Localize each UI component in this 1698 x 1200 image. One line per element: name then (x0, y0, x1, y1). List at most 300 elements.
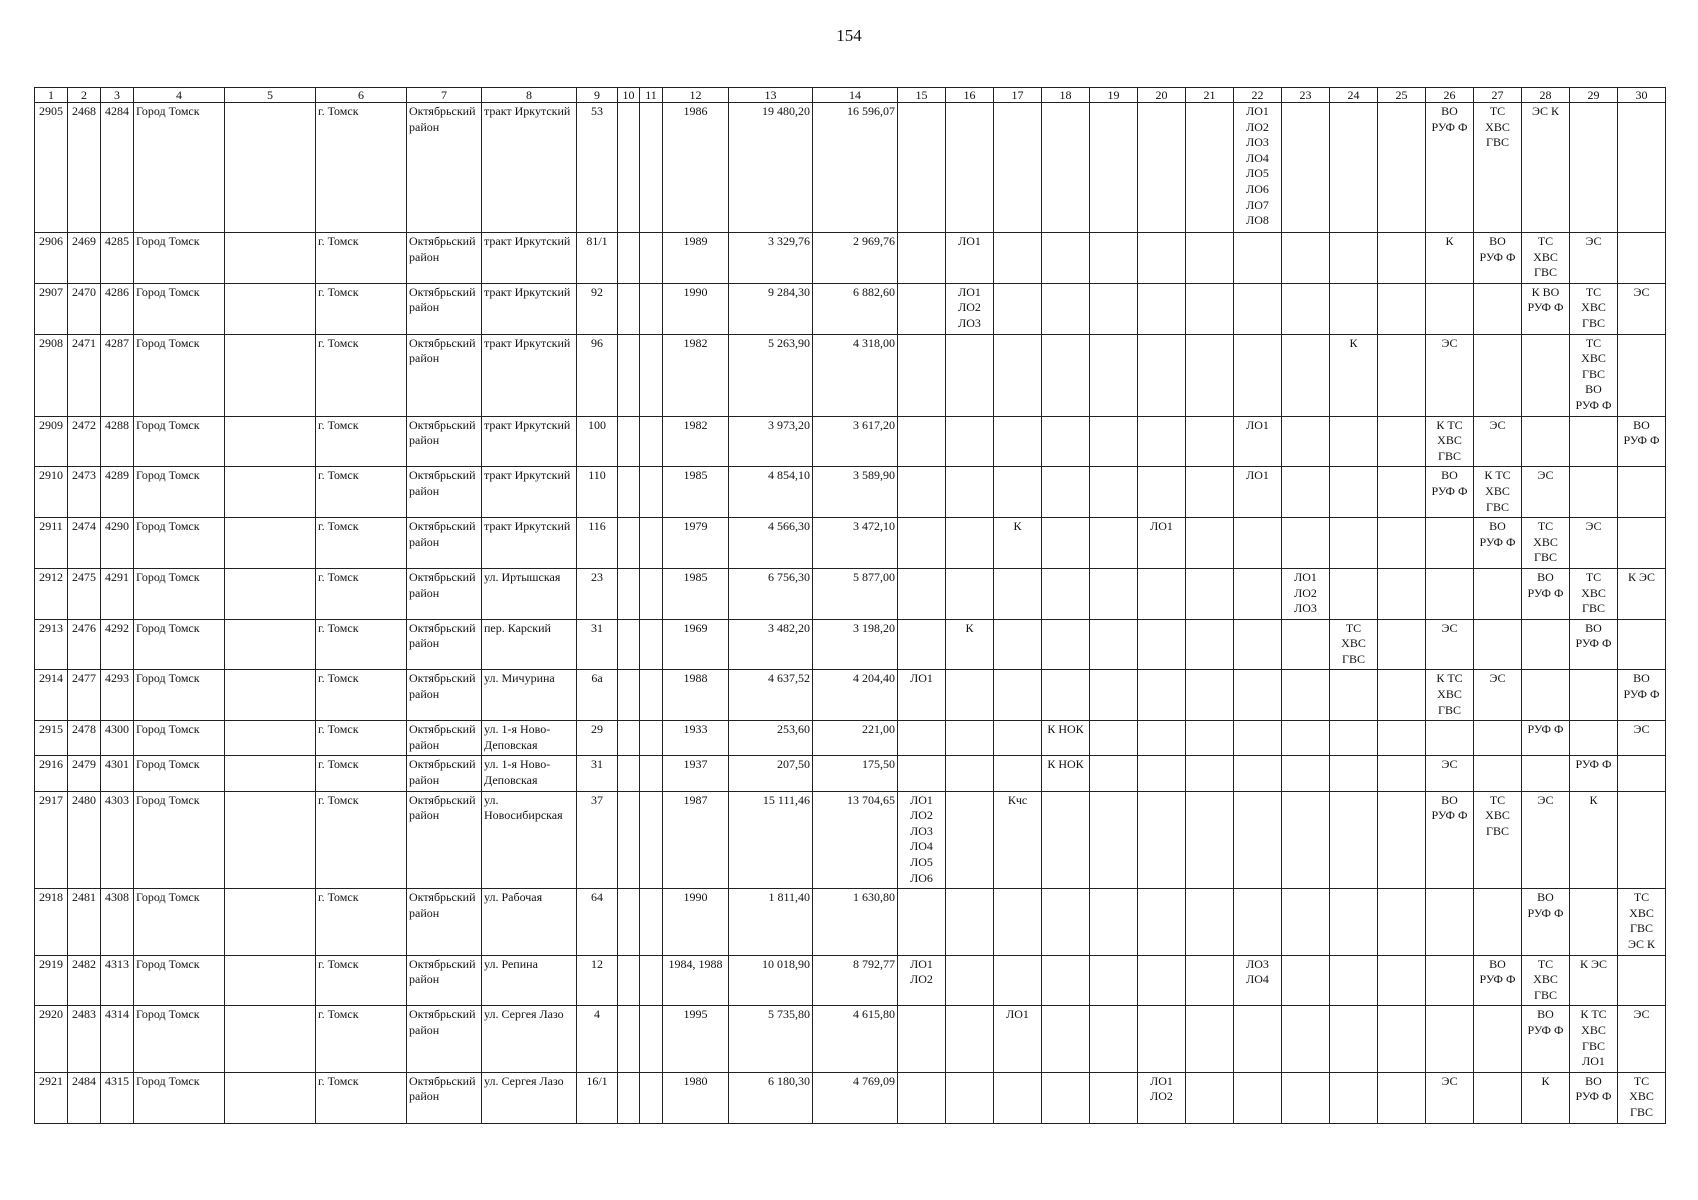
cell-col-21 (1186, 1072, 1234, 1123)
column-header-15: 15 (898, 88, 946, 103)
column-header-18: 18 (1042, 88, 1090, 103)
cell-col-19 (1090, 889, 1138, 955)
cell-col-3: 4291 (101, 568, 134, 619)
cell-col-10 (618, 1072, 640, 1123)
page-number: 154 (836, 26, 862, 45)
cell-col-1: 2905 (35, 103, 68, 233)
cell-col-12: 1969 (663, 619, 729, 670)
cell-col-5 (225, 670, 316, 721)
cell-col-15 (898, 619, 946, 670)
cell-col-26: ЭС (1426, 1072, 1474, 1123)
cell-col-26: К ТС ХВС ГВС (1426, 416, 1474, 467)
cell-col-8: ул. Иртышская (482, 568, 577, 619)
cell-col-5 (225, 103, 316, 233)
cell-col-7: Октябрьский район (407, 791, 482, 889)
cell-col-30 (1618, 955, 1666, 1006)
cell-col-22 (1234, 756, 1282, 791)
column-header-4: 4 (134, 88, 225, 103)
cell-col-23 (1282, 518, 1330, 569)
cell-col-20 (1138, 1006, 1186, 1072)
cell-col-12: 1986 (663, 103, 729, 233)
cell-col-9: 100 (577, 416, 618, 467)
cell-col-18 (1042, 568, 1090, 619)
header-row (35, 88, 1666, 103)
cell-col-7: Октябрьский район (407, 756, 482, 791)
cell-col-15 (898, 233, 946, 284)
cell-col-13: 3 973,20 (729, 416, 813, 467)
column-header-8: 8 (482, 88, 577, 103)
cell-col-13: 4 566,30 (729, 518, 813, 569)
cell-col-26 (1426, 518, 1474, 569)
cell-col-18 (1042, 103, 1090, 233)
cell-col-4: Город Томск (134, 1072, 225, 1123)
column-header-21: 21 (1186, 88, 1234, 103)
cell-col-4: Город Томск (134, 103, 225, 233)
cell-col-17 (994, 103, 1042, 233)
cell-col-25 (1378, 791, 1426, 889)
cell-col-10 (618, 889, 640, 955)
cell-col-29: ВО РУФ Ф (1570, 619, 1618, 670)
cell-col-12: 1985 (663, 568, 729, 619)
cell-col-27 (1474, 889, 1522, 955)
cell-col-15 (898, 416, 946, 467)
cell-col-26: К (1426, 233, 1474, 284)
cell-col-6: г. Томск (316, 1072, 407, 1123)
cell-col-19 (1090, 1006, 1138, 1072)
cell-col-5 (225, 955, 316, 1006)
cell-col-27 (1474, 283, 1522, 334)
cell-col-5 (225, 1072, 316, 1123)
cell-col-17 (994, 1072, 1042, 1123)
cell-col-25 (1378, 233, 1426, 284)
cell-col-24 (1330, 518, 1378, 569)
cell-col-16: ЛО1 ЛО2 ЛО3 (946, 283, 994, 334)
register-table (34, 87, 1666, 1124)
cell-col-25 (1378, 334, 1426, 416)
cell-col-15 (898, 1072, 946, 1123)
cell-col-2: 2469 (68, 233, 101, 284)
cell-col-16 (946, 756, 994, 791)
cell-col-14: 4 615,80 (813, 1006, 898, 1072)
column-header-20: 20 (1138, 88, 1186, 103)
table-row (35, 416, 1666, 467)
cell-col-14: 3 198,20 (813, 619, 898, 670)
cell-col-20 (1138, 955, 1186, 1006)
cell-col-17 (994, 283, 1042, 334)
cell-col-25 (1378, 756, 1426, 791)
cell-col-11 (640, 1072, 663, 1123)
cell-col-21 (1186, 568, 1234, 619)
column-header-28: 28 (1522, 88, 1570, 103)
cell-col-3: 4303 (101, 791, 134, 889)
cell-col-28: ТС ХВС ГВС (1522, 233, 1570, 284)
cell-col-20 (1138, 670, 1186, 721)
cell-col-8: ул. Репина (482, 955, 577, 1006)
cell-col-9: 23 (577, 568, 618, 619)
cell-col-22 (1234, 619, 1282, 670)
cell-col-9: 96 (577, 334, 618, 416)
cell-col-2: 2478 (68, 721, 101, 756)
cell-col-1: 2915 (35, 721, 68, 756)
cell-col-6: г. Томск (316, 283, 407, 334)
cell-col-26: К ТС ХВС ГВС (1426, 670, 1474, 721)
cell-col-4: Город Томск (134, 889, 225, 955)
cell-col-22 (1234, 568, 1282, 619)
cell-col-8: тракт Иркутский (482, 467, 577, 518)
cell-col-13: 5 735,80 (729, 1006, 813, 1072)
cell-col-6: г. Томск (316, 334, 407, 416)
column-header-14: 14 (813, 88, 898, 103)
cell-col-5 (225, 756, 316, 791)
cell-col-19 (1090, 103, 1138, 233)
cell-col-8: пер. Карский (482, 619, 577, 670)
cell-col-25 (1378, 283, 1426, 334)
cell-col-9: 110 (577, 467, 618, 518)
cell-col-23 (1282, 756, 1330, 791)
cell-col-2: 2476 (68, 619, 101, 670)
cell-col-13: 6 756,30 (729, 568, 813, 619)
cell-col-1: 2916 (35, 756, 68, 791)
table-row (35, 791, 1666, 889)
cell-col-6: г. Томск (316, 670, 407, 721)
cell-col-16 (946, 670, 994, 721)
cell-col-8: тракт Иркутский (482, 416, 577, 467)
cell-col-14: 16 596,07 (813, 103, 898, 233)
cell-col-12: 1990 (663, 283, 729, 334)
cell-col-26 (1426, 721, 1474, 756)
cell-col-24 (1330, 103, 1378, 233)
table-row (35, 518, 1666, 569)
cell-col-16 (946, 1006, 994, 1072)
cell-col-15 (898, 889, 946, 955)
cell-col-26 (1426, 283, 1474, 334)
cell-col-7: Октябрьский район (407, 619, 482, 670)
cell-col-15: ЛО1 (898, 670, 946, 721)
cell-col-24 (1330, 791, 1378, 889)
cell-col-16 (946, 889, 994, 955)
cell-col-12: 1987 (663, 791, 729, 889)
cell-col-7: Октябрьский район (407, 889, 482, 955)
column-header-30: 30 (1618, 88, 1666, 103)
cell-col-11 (640, 103, 663, 233)
cell-col-2: 2484 (68, 1072, 101, 1123)
cell-col-25 (1378, 467, 1426, 518)
cell-col-2: 2480 (68, 791, 101, 889)
cell-col-18 (1042, 791, 1090, 889)
cell-col-9: 64 (577, 889, 618, 955)
cell-col-27 (1474, 1006, 1522, 1072)
cell-col-9: 29 (577, 721, 618, 756)
cell-col-1: 2914 (35, 670, 68, 721)
cell-col-9: 31 (577, 619, 618, 670)
cell-col-12: 1933 (663, 721, 729, 756)
cell-col-3: 4285 (101, 233, 134, 284)
cell-col-15: ЛО1 ЛО2 (898, 955, 946, 1006)
cell-col-6: г. Томск (316, 756, 407, 791)
cell-col-12: 1984, 1988 (663, 955, 729, 1006)
cell-col-23 (1282, 233, 1330, 284)
cell-col-12: 1989 (663, 233, 729, 284)
cell-col-26 (1426, 568, 1474, 619)
cell-col-3: 4284 (101, 103, 134, 233)
table-row (35, 721, 1666, 756)
column-header-11: 11 (640, 88, 663, 103)
cell-col-1: 2911 (35, 518, 68, 569)
cell-col-30: ВО РУФ Ф (1618, 670, 1666, 721)
cell-col-8: тракт Иркутский (482, 518, 577, 569)
cell-col-29: К ТС ХВС ГВС ЛО1 (1570, 1006, 1618, 1072)
cell-col-3: 4292 (101, 619, 134, 670)
cell-col-22 (1234, 518, 1282, 569)
column-header-5: 5 (225, 88, 316, 103)
cell-col-14: 3 589,90 (813, 467, 898, 518)
cell-col-13: 4 854,10 (729, 467, 813, 518)
cell-col-2: 2472 (68, 416, 101, 467)
cell-col-22: ЛО1 (1234, 467, 1282, 518)
cell-col-12: 1982 (663, 334, 729, 416)
cell-col-18 (1042, 518, 1090, 569)
cell-col-16 (946, 955, 994, 1006)
cell-col-3: 4293 (101, 670, 134, 721)
cell-col-20 (1138, 889, 1186, 955)
cell-col-11 (640, 619, 663, 670)
table-row (35, 467, 1666, 518)
cell-col-27 (1474, 721, 1522, 756)
cell-col-7: Октябрьский район (407, 283, 482, 334)
cell-col-4: Город Томск (134, 467, 225, 518)
cell-col-18 (1042, 334, 1090, 416)
cell-col-23 (1282, 721, 1330, 756)
cell-col-20: ЛО1 (1138, 518, 1186, 569)
cell-col-11 (640, 568, 663, 619)
cell-col-25 (1378, 619, 1426, 670)
cell-col-8: тракт Иркутский (482, 233, 577, 284)
cell-col-4: Город Томск (134, 416, 225, 467)
cell-col-18 (1042, 619, 1090, 670)
cell-col-27 (1474, 334, 1522, 416)
cell-col-7: Октябрьский район (407, 955, 482, 1006)
cell-col-2: 2474 (68, 518, 101, 569)
table-row (35, 955, 1666, 1006)
cell-col-21 (1186, 721, 1234, 756)
cell-col-17 (994, 955, 1042, 1006)
cell-col-8: ул. 1-я Ново-Деповская (482, 756, 577, 791)
column-header-10: 10 (618, 88, 640, 103)
cell-col-11 (640, 955, 663, 1006)
cell-col-28: ТС ХВС ГВС (1522, 518, 1570, 569)
cell-col-12: 1995 (663, 1006, 729, 1072)
cell-col-2: 2483 (68, 1006, 101, 1072)
cell-col-29: К ЭС (1570, 955, 1618, 1006)
cell-col-30: ЭС (1618, 1006, 1666, 1072)
cell-col-3: 4301 (101, 756, 134, 791)
cell-col-29: ВО РУФ Ф (1570, 1072, 1618, 1123)
cell-col-10 (618, 334, 640, 416)
cell-col-19 (1090, 1072, 1138, 1123)
cell-col-30 (1618, 518, 1666, 569)
column-header-25: 25 (1378, 88, 1426, 103)
cell-col-22 (1234, 334, 1282, 416)
cell-col-8: ул. Рабочая (482, 889, 577, 955)
cell-col-4: Город Томск (134, 283, 225, 334)
cell-col-13: 207,50 (729, 756, 813, 791)
cell-col-20 (1138, 619, 1186, 670)
cell-col-21 (1186, 955, 1234, 1006)
cell-col-10 (618, 518, 640, 569)
cell-col-27: ЭС (1474, 670, 1522, 721)
cell-col-24: К (1330, 334, 1378, 416)
cell-col-14: 1 630,80 (813, 889, 898, 955)
cell-col-18: К НОК (1042, 721, 1090, 756)
cell-col-1: 2908 (35, 334, 68, 416)
cell-col-26: ВО РУФ Ф (1426, 103, 1474, 233)
cell-col-15 (898, 1006, 946, 1072)
cell-col-16 (946, 103, 994, 233)
cell-col-5 (225, 721, 316, 756)
cell-col-19 (1090, 233, 1138, 284)
cell-col-14: 4 204,40 (813, 670, 898, 721)
cell-col-24 (1330, 756, 1378, 791)
cell-col-23 (1282, 467, 1330, 518)
cell-col-25 (1378, 1072, 1426, 1123)
cell-col-23 (1282, 889, 1330, 955)
cell-col-22 (1234, 283, 1282, 334)
cell-col-14: 2 969,76 (813, 233, 898, 284)
cell-col-14: 8 792,77 (813, 955, 898, 1006)
cell-col-10 (618, 670, 640, 721)
cell-col-27: ЭС (1474, 416, 1522, 467)
cell-col-12: 1990 (663, 889, 729, 955)
cell-col-18 (1042, 1006, 1090, 1072)
cell-col-15: ЛО1 ЛО2 ЛО3 ЛО4 ЛО5 ЛО6 (898, 791, 946, 889)
cell-col-8: ул. Сергея Лазо (482, 1006, 577, 1072)
cell-col-12: 1985 (663, 467, 729, 518)
cell-col-13: 10 018,90 (729, 955, 813, 1006)
cell-col-24 (1330, 283, 1378, 334)
cell-col-26: ВО РУФ Ф (1426, 467, 1474, 518)
cell-col-15 (898, 103, 946, 233)
cell-col-7: Октябрьский район (407, 334, 482, 416)
cell-col-11 (640, 283, 663, 334)
cell-col-28: К (1522, 1072, 1570, 1123)
cell-col-10 (618, 955, 640, 1006)
cell-col-11 (640, 233, 663, 284)
cell-col-16: К (946, 619, 994, 670)
cell-col-20 (1138, 233, 1186, 284)
cell-col-6: г. Томск (316, 416, 407, 467)
cell-col-21 (1186, 670, 1234, 721)
cell-col-13: 4 637,52 (729, 670, 813, 721)
cell-col-5 (225, 467, 316, 518)
cell-col-4: Город Томск (134, 1006, 225, 1072)
column-header-23: 23 (1282, 88, 1330, 103)
cell-col-7: Октябрьский район (407, 103, 482, 233)
cell-col-23: ЛО1 ЛО2 ЛО3 (1282, 568, 1330, 619)
cell-col-30 (1618, 233, 1666, 284)
cell-col-17 (994, 670, 1042, 721)
cell-col-26 (1426, 889, 1474, 955)
column-header-26: 26 (1426, 88, 1474, 103)
cell-col-13: 9 284,30 (729, 283, 813, 334)
cell-col-2: 2477 (68, 670, 101, 721)
cell-col-15 (898, 756, 946, 791)
cell-col-19 (1090, 791, 1138, 889)
cell-col-28: ВО РУФ Ф (1522, 889, 1570, 955)
cell-col-23 (1282, 791, 1330, 889)
cell-col-20 (1138, 416, 1186, 467)
cell-col-9: 4 (577, 1006, 618, 1072)
cell-col-9: 37 (577, 791, 618, 889)
cell-col-26: ВО РУФ Ф (1426, 791, 1474, 889)
cell-col-18 (1042, 233, 1090, 284)
cell-col-22: ЛО1 (1234, 416, 1282, 467)
cell-col-23 (1282, 103, 1330, 233)
table-row (35, 1006, 1666, 1072)
cell-col-2: 2470 (68, 283, 101, 334)
cell-col-15 (898, 334, 946, 416)
cell-col-23 (1282, 283, 1330, 334)
cell-col-27: ВО РУФ Ф (1474, 233, 1522, 284)
cell-col-10 (618, 467, 640, 518)
cell-col-3: 4288 (101, 416, 134, 467)
cell-col-30: ТС ХВС ГВС (1618, 1072, 1666, 1123)
cell-col-1: 2920 (35, 1006, 68, 1072)
cell-col-8: ул. Новосибирская (482, 791, 577, 889)
table-row (35, 1072, 1666, 1123)
cell-col-15 (898, 518, 946, 569)
cell-col-26: ЭС (1426, 334, 1474, 416)
cell-col-15 (898, 721, 946, 756)
cell-col-23 (1282, 1006, 1330, 1072)
cell-col-3: 4289 (101, 467, 134, 518)
cell-col-5 (225, 1006, 316, 1072)
cell-col-9: 16/1 (577, 1072, 618, 1123)
cell-col-13: 3 482,20 (729, 619, 813, 670)
cell-col-22 (1234, 721, 1282, 756)
cell-col-28: ЭС (1522, 467, 1570, 518)
cell-col-19 (1090, 756, 1138, 791)
cell-col-29 (1570, 721, 1618, 756)
cell-col-14: 13 704,65 (813, 791, 898, 889)
cell-col-4: Город Томск (134, 791, 225, 889)
cell-col-17 (994, 568, 1042, 619)
column-header-12: 12 (663, 88, 729, 103)
cell-col-2: 2475 (68, 568, 101, 619)
cell-col-22: ЛО3 ЛО4 (1234, 955, 1282, 1006)
cell-col-17 (994, 889, 1042, 955)
cell-col-19 (1090, 619, 1138, 670)
cell-col-24 (1330, 233, 1378, 284)
column-header-3: 3 (101, 88, 134, 103)
cell-col-23 (1282, 334, 1330, 416)
cell-col-29: ЭС (1570, 233, 1618, 284)
cell-col-2: 2482 (68, 955, 101, 1006)
cell-col-27: ТС ХВС ГВС (1474, 103, 1522, 233)
cell-col-6: г. Томск (316, 889, 407, 955)
cell-col-8: тракт Иркутский (482, 103, 577, 233)
cell-col-1: 2910 (35, 467, 68, 518)
cell-col-24 (1330, 889, 1378, 955)
cell-col-30 (1618, 334, 1666, 416)
column-header-13: 13 (729, 88, 813, 103)
cell-col-5 (225, 416, 316, 467)
cell-col-13: 253,60 (729, 721, 813, 756)
table-row (35, 756, 1666, 791)
column-header-19: 19 (1090, 88, 1138, 103)
cell-col-7: Октябрьский район (407, 568, 482, 619)
cell-col-10 (618, 721, 640, 756)
cell-col-24 (1330, 721, 1378, 756)
